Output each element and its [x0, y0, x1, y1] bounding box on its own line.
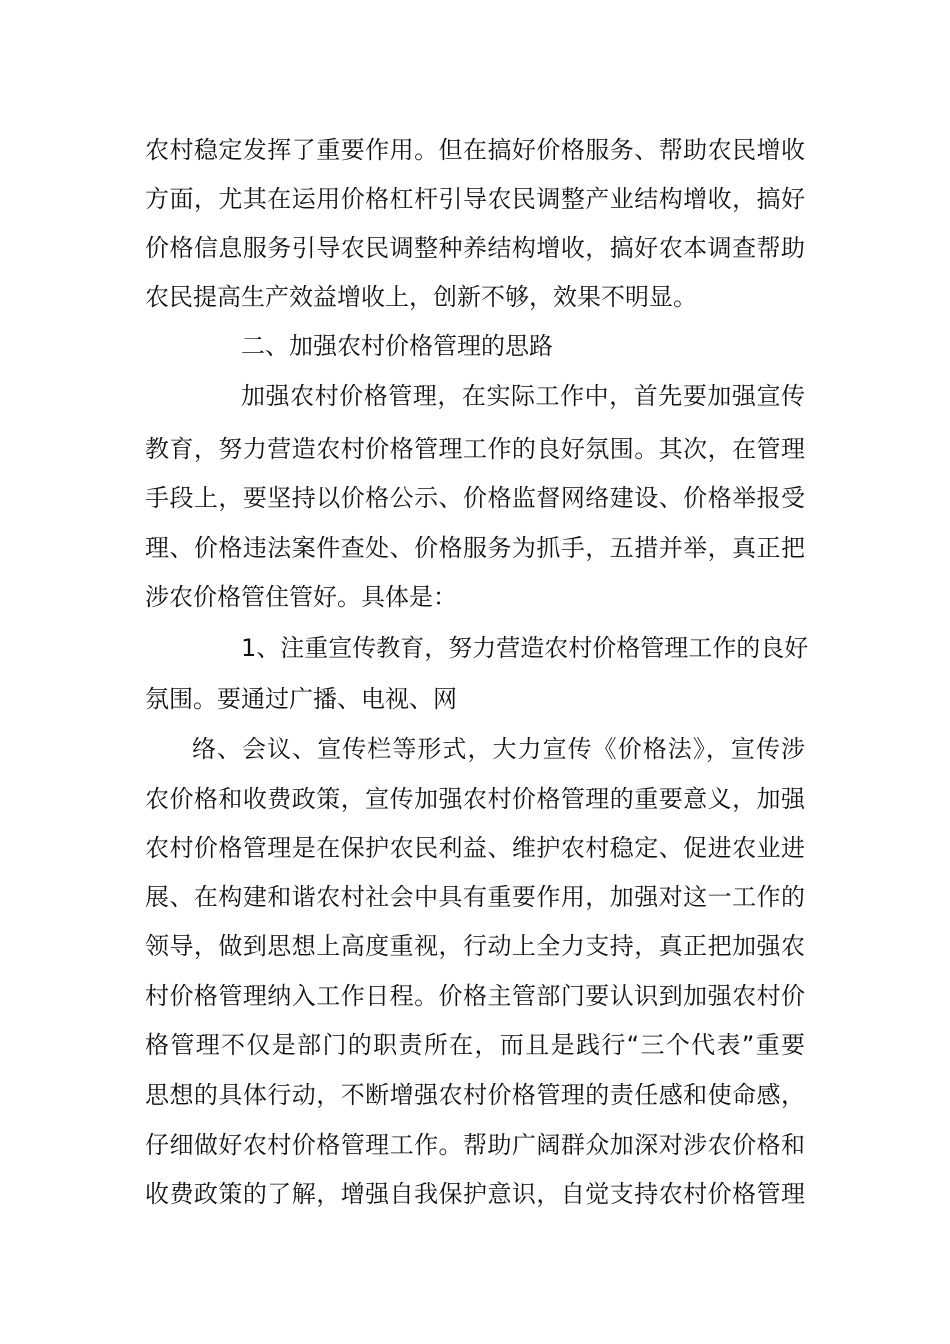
text-line: 农价格和收费政策，宣传加强农村价格管理的重要意义，加强	[145, 785, 805, 813]
text-line: 农村价格管理是在保护农民利益、维护农村稳定、促进农业进	[145, 834, 805, 862]
list-item-heading: 1、注重宣传教育，努力营造农村价格管理工作的良好	[241, 634, 809, 662]
text-line: 思想的具体行动，不断增强农村价格管理的责任感和使命感，	[145, 1081, 805, 1109]
text-line: 农村稳定发挥了重要作用。但在搞好价格服务、帮助农民增收	[145, 136, 805, 164]
text-line: 涉农价格管住管好。具体是：	[145, 583, 457, 611]
section-heading: 二、加强农村价格管理的思路	[241, 332, 553, 360]
text-line: 展、在构建和谐农村社会中具有重要作用，加强对这一工作的	[145, 883, 805, 911]
text-line: 村价格管理纳入工作日程。价格主管部门要认识到加强农村价	[145, 982, 805, 1010]
text-line: 理、价格违法案件查处、价格服务为抓手，五措并举，真正把	[145, 534, 805, 562]
text-line: 方面，尤其在运用价格杠杆引导农民调整产业结构增收，搞好	[145, 185, 805, 213]
text-line: 教育，努力营造农村价格管理工作的良好氛围。其次，在管理	[145, 435, 805, 463]
paragraph-first-line: 加强农村价格管理，在实际工作中，首先要加强宣传	[241, 382, 805, 410]
text-line: 手段上，要坚持以价格公示、价格监督网络建设、价格举报受	[145, 484, 805, 512]
text-line: 仔细做好农村价格管理工作。帮助广阔群众加深对涉农价格和	[145, 1131, 805, 1159]
text-line: 领导，做到思想上高度重视，行动上全力支持，真正把加强农	[145, 932, 805, 960]
text-line: 收费政策的了解，增强自我保护意识，自觉支持农村价格管理	[145, 1180, 805, 1208]
text-line: 络、会议、宣传栏等形式，大力宣传《价格法》，宣传涉	[192, 735, 805, 763]
text-line: 价格信息服务引导农民调整种养结构增收，搞好农本调查帮助	[145, 234, 805, 262]
text-line: 氛围。要通过广播、电视、网	[145, 685, 457, 713]
text-line: 格管理不仅是部门的职责所在，而且是践行“三个代表”重要	[145, 1031, 805, 1059]
text-line: 农民提高生产效益增收上，创新不够，效果不明显。	[145, 283, 697, 311]
